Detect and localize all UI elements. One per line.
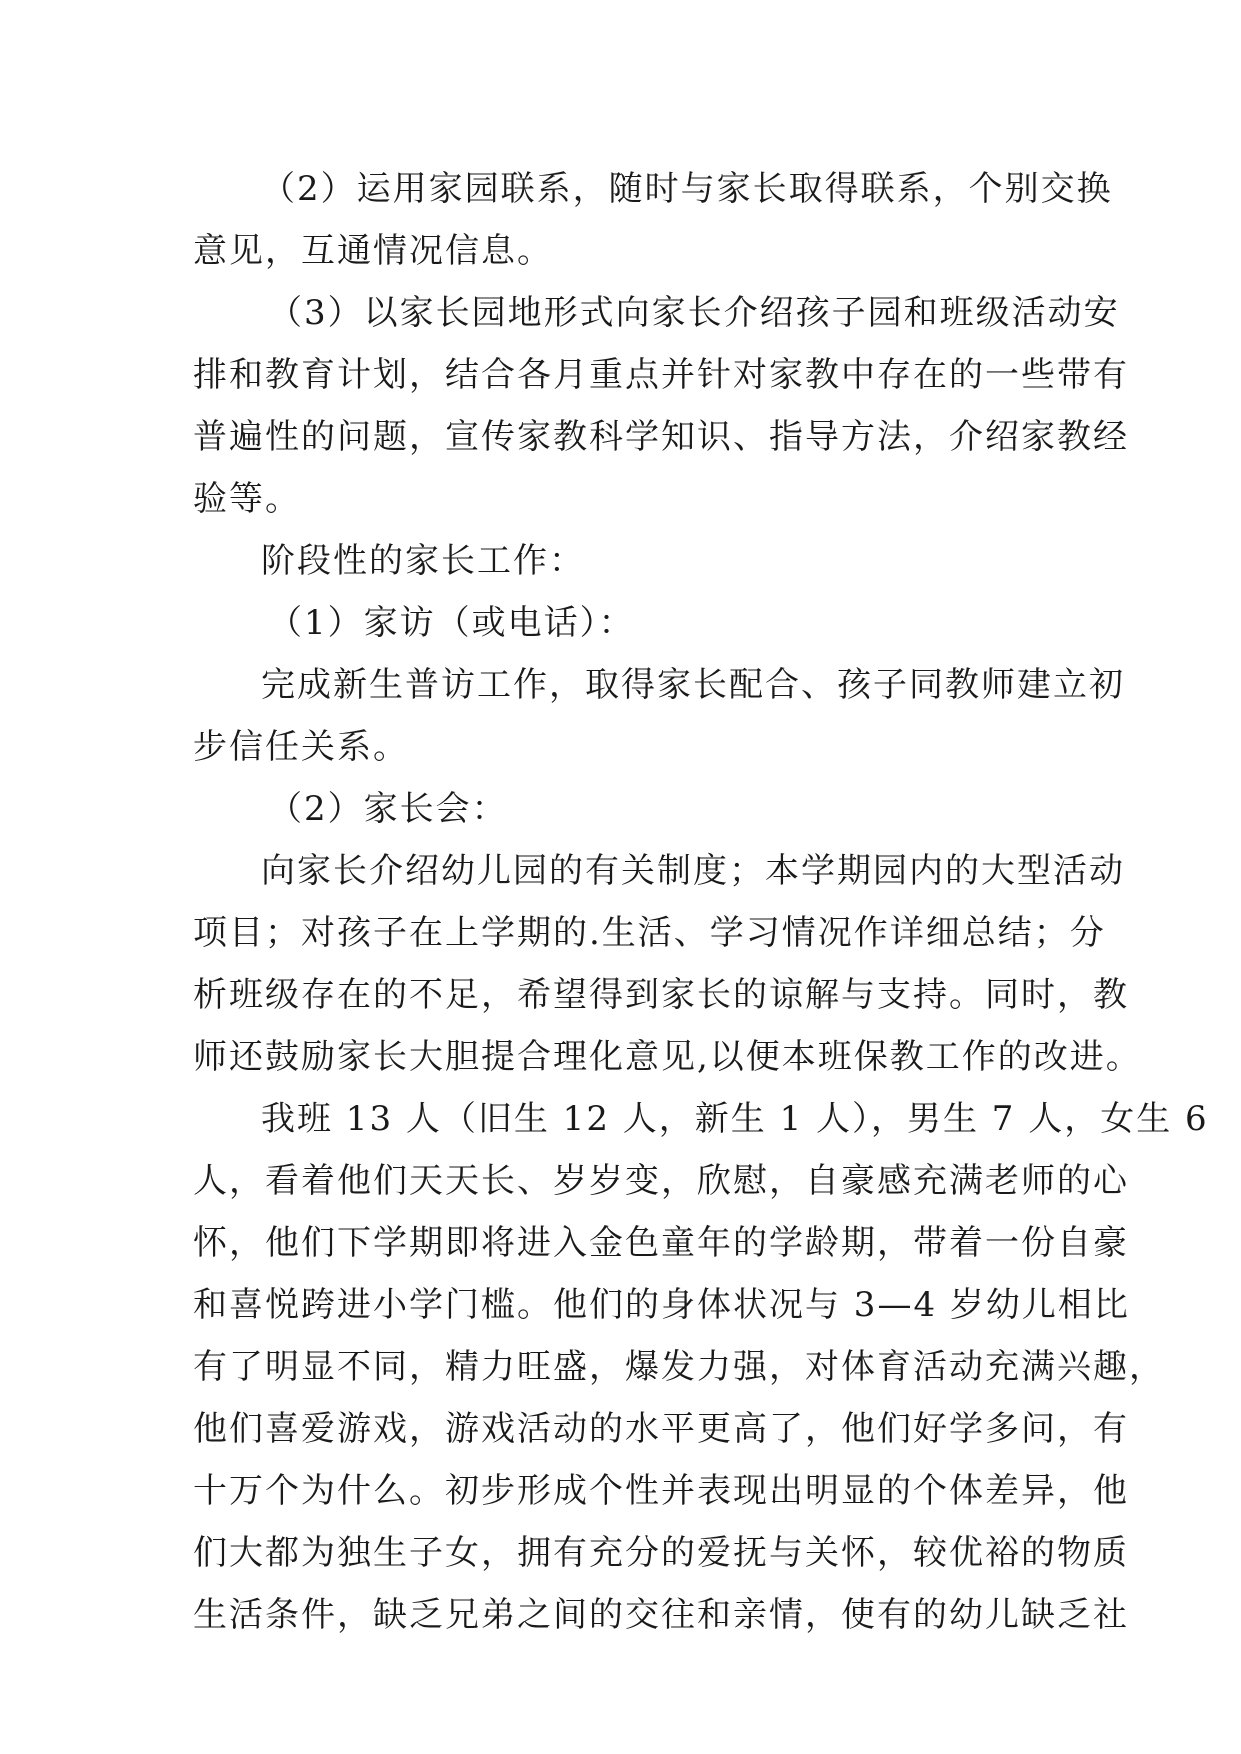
paragraph-line: （2）运用家园联系，随时与家长取得联系，个别交换 bbox=[261, 169, 1113, 209]
paragraph-line: 生活条件，缺乏兄弟之间的交往和亲情，使有的幼儿缺乏社 bbox=[193, 1595, 1129, 1635]
paragraph-line: 验等。 bbox=[193, 479, 301, 519]
paragraph-line: 我班 13 人（旧生 12 人，新生 1 人），男生 7 人，女生 6 bbox=[261, 1099, 1209, 1139]
paragraph-line: 向家长介绍幼儿园的有关制度；本学期园内的大型活动 bbox=[261, 851, 1125, 891]
paragraph-line: 项目；对孩子在上学期的.生活、学习情况作详细总结；分 bbox=[193, 913, 1106, 953]
paragraph-line: 有了明显不同，精力旺盛，爆发力强，对体育活动充满兴趣， bbox=[193, 1347, 1165, 1387]
paragraph-line: 完成新生普访工作，取得家长配合、孩子同教师建立初 bbox=[261, 665, 1125, 705]
paragraph-line: （3）以家长园地形式向家长介绍孩子园和班级活动安 bbox=[268, 293, 1120, 333]
paragraph-line: 们大都为独生子女，拥有充分的爱抚与关怀，较优裕的物质 bbox=[193, 1533, 1129, 1573]
paragraph-line: 析班级存在的不足，希望得到家长的谅解与支持。同时，教 bbox=[193, 975, 1129, 1015]
subsection-heading: （2）家长会： bbox=[268, 789, 508, 829]
paragraph-line: 人，看着他们天天长、岁岁变，欣慰，自豪感充满老师的心 bbox=[193, 1161, 1129, 1201]
paragraph-line: 排和教育计划，结合各月重点并针对家教中存在的一些带有 bbox=[193, 355, 1129, 395]
paragraph-line: 步信任关系。 bbox=[193, 727, 409, 767]
paragraph-line: 师还鼓励家长大胆提合理化意见,以便本班保教工作的改进。 bbox=[193, 1037, 1142, 1077]
section-heading: 阶段性的家长工作： bbox=[261, 541, 585, 581]
paragraph-line: 怀，他们下学期即将进入金色童年的学龄期，带着一份自豪 bbox=[193, 1223, 1129, 1263]
subsection-heading: （1）家访（或电话）： bbox=[268, 603, 635, 643]
paragraph-line: 普遍性的问题，宣传家教科学知识、指导方法，介绍家教经 bbox=[193, 417, 1129, 457]
paragraph-line: 和喜悦跨进小学门槛。他们的身体状况与 3—4 岁幼儿相比 bbox=[193, 1285, 1130, 1325]
document-page bbox=[193, 158, 1209, 1646]
paragraph-line: 十万个为什么。初步形成个性并表现出明显的个体差异，他 bbox=[193, 1471, 1129, 1511]
paragraph-line: 意见，互通情况信息。 bbox=[193, 231, 553, 271]
paragraph-line: 他们喜爱游戏，游戏活动的水平更高了，他们好学多问，有 bbox=[193, 1409, 1129, 1449]
